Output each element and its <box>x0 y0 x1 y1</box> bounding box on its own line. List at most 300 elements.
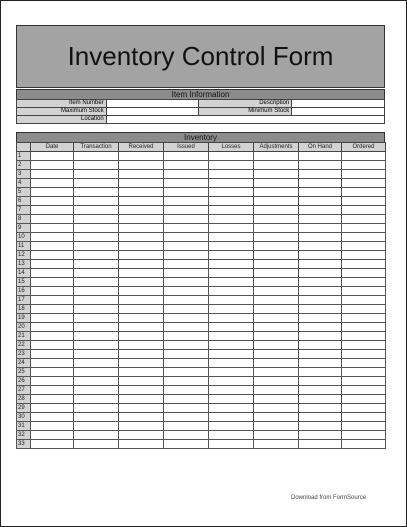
inventory-cell[interactable] <box>342 224 386 233</box>
inventory-cell[interactable] <box>299 278 342 287</box>
inventory-cell[interactable] <box>299 395 342 404</box>
inventory-cell[interactable] <box>254 269 299 278</box>
inventory-cell[interactable] <box>31 386 74 395</box>
inventory-cell[interactable] <box>119 287 164 296</box>
inventory-cell[interactable] <box>31 152 74 161</box>
inventory-cell[interactable] <box>31 242 74 251</box>
location-field[interactable] <box>106 116 384 124</box>
inventory-cell[interactable] <box>254 170 299 179</box>
inventory-cell[interactable] <box>164 332 209 341</box>
inventory-cell[interactable] <box>119 260 164 269</box>
inventory-cell[interactable] <box>74 305 119 314</box>
inventory-cell[interactable] <box>31 431 74 440</box>
location-label: Location <box>17 116 107 124</box>
inventory-cell[interactable] <box>119 233 164 242</box>
inventory-table <box>16 142 386 449</box>
column-header: Received <box>119 143 164 152</box>
inventory-cell[interactable] <box>299 377 342 386</box>
inventory-cell[interactable] <box>209 224 254 233</box>
inventory-cell[interactable] <box>74 188 119 197</box>
inventory-cell[interactable] <box>209 404 254 413</box>
inventory-cell[interactable] <box>119 314 164 323</box>
inventory-column-headers <box>17 143 386 152</box>
inventory-cell[interactable] <box>74 413 119 422</box>
inventory-cell[interactable] <box>299 251 342 260</box>
inventory-cell[interactable] <box>342 278 386 287</box>
inventory-cell[interactable] <box>254 152 299 161</box>
inventory-cell[interactable] <box>342 251 386 260</box>
inventory-cell[interactable] <box>254 260 299 269</box>
inventory-cell[interactable] <box>31 206 74 215</box>
inventory-cell[interactable] <box>209 350 254 359</box>
inventory-row <box>17 242 386 251</box>
inventory-cell[interactable] <box>31 314 74 323</box>
inventory-cell[interactable] <box>74 197 119 206</box>
inventory-cell[interactable] <box>164 269 209 278</box>
inventory-cell[interactable] <box>119 350 164 359</box>
inventory-cell[interactable] <box>254 206 299 215</box>
inventory-cell[interactable] <box>342 440 386 449</box>
inventory-cell[interactable] <box>31 350 74 359</box>
inventory-cell[interactable] <box>299 332 342 341</box>
inventory-cell[interactable] <box>299 341 342 350</box>
inventory-cell[interactable] <box>299 179 342 188</box>
inventory-cell[interactable] <box>342 323 386 332</box>
inventory-cell[interactable] <box>209 395 254 404</box>
inventory-row <box>17 179 386 188</box>
inventory-cell[interactable] <box>74 287 119 296</box>
inventory-cell[interactable] <box>299 305 342 314</box>
inventory-cell[interactable] <box>119 422 164 431</box>
inventory-cell[interactable] <box>31 170 74 179</box>
inventory-cell[interactable] <box>209 188 254 197</box>
inventory-cell[interactable] <box>74 395 119 404</box>
inventory-cell[interactable] <box>209 251 254 260</box>
inventory-cell[interactable] <box>209 377 254 386</box>
inventory-cell[interactable] <box>299 170 342 179</box>
inventory-cell[interactable] <box>31 233 74 242</box>
inventory-cell[interactable] <box>299 287 342 296</box>
row-number: 26 <box>17 377 31 386</box>
inventory-cell[interactable] <box>164 197 209 206</box>
inventory-cell[interactable] <box>209 413 254 422</box>
inventory-cell[interactable] <box>209 422 254 431</box>
inventory-cell[interactable] <box>164 323 209 332</box>
inventory-cell[interactable] <box>254 233 299 242</box>
inventory-cell[interactable] <box>119 332 164 341</box>
inventory-cell[interactable] <box>209 431 254 440</box>
row-number: 1 <box>17 152 31 161</box>
inventory-cell[interactable] <box>119 386 164 395</box>
inventory-cell[interactable] <box>342 368 386 377</box>
inventory-cell[interactable] <box>31 161 74 170</box>
inventory-cell[interactable] <box>119 224 164 233</box>
inventory-cell[interactable] <box>74 341 119 350</box>
inventory-cell[interactable] <box>342 215 386 224</box>
inventory-cell[interactable] <box>342 233 386 242</box>
inventory-cell[interactable] <box>31 215 74 224</box>
inventory-cell[interactable] <box>209 323 254 332</box>
inventory-cell[interactable] <box>119 278 164 287</box>
inventory-cell[interactable] <box>342 377 386 386</box>
inventory-row <box>17 440 386 449</box>
inventory-cell[interactable] <box>164 395 209 404</box>
row-number: 3 <box>17 170 31 179</box>
inventory-cell[interactable] <box>254 305 299 314</box>
inventory-cell[interactable] <box>209 215 254 224</box>
inventory-cell[interactable] <box>299 368 342 377</box>
inventory-cell[interactable] <box>299 224 342 233</box>
inventory-row <box>17 269 386 278</box>
inventory-cell[interactable] <box>74 215 119 224</box>
inventory-cell[interactable] <box>209 332 254 341</box>
inventory-cell[interactable] <box>209 260 254 269</box>
inventory-cell[interactable] <box>299 440 342 449</box>
inventory-cell[interactable] <box>299 296 342 305</box>
inventory-cell[interactable] <box>164 206 209 215</box>
inventory-cell[interactable] <box>31 395 74 404</box>
inventory-cell[interactable] <box>164 278 209 287</box>
inventory-cell[interactable] <box>209 359 254 368</box>
inventory-cell[interactable] <box>31 278 74 287</box>
inventory-cell[interactable] <box>164 377 209 386</box>
inventory-cell[interactable] <box>31 413 74 422</box>
inventory-cell[interactable] <box>209 278 254 287</box>
inventory-cell[interactable] <box>254 413 299 422</box>
inventory-row <box>17 341 386 350</box>
description-field[interactable] <box>292 100 385 108</box>
inventory-cell[interactable] <box>31 440 74 449</box>
inventory-cell[interactable] <box>164 368 209 377</box>
inventory-cell[interactable] <box>164 161 209 170</box>
inventory-cell[interactable] <box>164 215 209 224</box>
inventory-cell[interactable] <box>164 170 209 179</box>
maximum-stock-field[interactable] <box>106 108 199 116</box>
row-number: 15 <box>17 278 31 287</box>
inventory-cell[interactable] <box>74 233 119 242</box>
inventory-cell[interactable] <box>254 404 299 413</box>
inventory-cell[interactable] <box>74 278 119 287</box>
inventory-cell[interactable] <box>209 386 254 395</box>
inventory-cell[interactable] <box>342 350 386 359</box>
inventory-cell[interactable] <box>74 368 119 377</box>
inventory-cell[interactable] <box>74 332 119 341</box>
inventory-cell[interactable] <box>254 422 299 431</box>
inventory-cell[interactable] <box>31 260 74 269</box>
inventory-cell[interactable] <box>342 179 386 188</box>
inventory-cell[interactable] <box>119 377 164 386</box>
inventory-row <box>17 377 386 386</box>
inventory-cell[interactable] <box>164 305 209 314</box>
inventory-cell[interactable] <box>254 350 299 359</box>
inventory-cell[interactable] <box>119 206 164 215</box>
inventory-cell[interactable] <box>31 404 74 413</box>
inventory-cell[interactable] <box>164 152 209 161</box>
inventory-cell[interactable] <box>342 242 386 251</box>
inventory-cell[interactable] <box>31 368 74 377</box>
inventory-cell[interactable] <box>164 431 209 440</box>
inventory-cell[interactable] <box>342 359 386 368</box>
inventory-cell[interactable] <box>299 152 342 161</box>
inventory-cell[interactable] <box>74 404 119 413</box>
inventory-cell[interactable] <box>342 197 386 206</box>
inventory-cell[interactable] <box>254 440 299 449</box>
inventory-cell[interactable] <box>119 251 164 260</box>
row-number: 29 <box>17 404 31 413</box>
inventory-cell[interactable] <box>299 269 342 278</box>
inventory-cell[interactable] <box>119 413 164 422</box>
maximum-stock-label: Maximum Stock <box>17 108 107 116</box>
inventory-cell[interactable] <box>119 395 164 404</box>
inventory-row <box>17 296 386 305</box>
inventory-cell[interactable] <box>254 224 299 233</box>
inventory-cell[interactable] <box>119 404 164 413</box>
inventory-cell[interactable] <box>299 314 342 323</box>
inventory-cell[interactable] <box>74 170 119 179</box>
inventory-cell[interactable] <box>119 242 164 251</box>
inventory-cell[interactable] <box>254 395 299 404</box>
inventory-cell[interactable] <box>342 404 386 413</box>
inventory-cell[interactable] <box>119 179 164 188</box>
inventory-cell[interactable] <box>342 431 386 440</box>
inventory-cell[interactable] <box>342 296 386 305</box>
inventory-cell[interactable] <box>164 359 209 368</box>
inventory-cell[interactable] <box>254 377 299 386</box>
inventory-cell[interactable] <box>254 341 299 350</box>
inventory-cell[interactable] <box>31 323 74 332</box>
inventory-cell[interactable] <box>31 287 74 296</box>
inventory-cell[interactable] <box>299 233 342 242</box>
inventory-cell[interactable] <box>119 440 164 449</box>
inventory-row <box>17 161 386 170</box>
inventory-cell[interactable] <box>74 377 119 386</box>
inventory-cell[interactable] <box>164 341 209 350</box>
inventory-cell[interactable] <box>74 269 119 278</box>
inventory-cell[interactable] <box>254 278 299 287</box>
inventory-cell[interactable] <box>342 422 386 431</box>
row-number: 18 <box>17 305 31 314</box>
inventory-cell[interactable] <box>31 332 74 341</box>
inventory-cell[interactable] <box>31 224 74 233</box>
inventory-cell[interactable] <box>342 305 386 314</box>
inventory-cell[interactable] <box>74 161 119 170</box>
inventory-cell[interactable] <box>119 269 164 278</box>
inventory-cell[interactable] <box>119 359 164 368</box>
inventory-cell[interactable] <box>342 170 386 179</box>
inventory-cell[interactable] <box>209 206 254 215</box>
inventory-cell[interactable] <box>299 422 342 431</box>
minimum-stock-label: Minimum Stock <box>199 108 292 116</box>
inventory-cell[interactable] <box>31 188 74 197</box>
inventory-cell[interactable] <box>74 260 119 269</box>
inventory-cell[interactable] <box>74 350 119 359</box>
inventory-cell[interactable] <box>299 404 342 413</box>
inventory-cell[interactable] <box>31 359 74 368</box>
inventory-cell[interactable] <box>164 386 209 395</box>
inventory-cell[interactable] <box>164 179 209 188</box>
inventory-cell[interactable] <box>164 251 209 260</box>
inventory-cell[interactable] <box>299 188 342 197</box>
inventory-cell[interactable] <box>342 206 386 215</box>
item-information-header: Item Information <box>16 89 385 100</box>
inventory-cell[interactable] <box>119 296 164 305</box>
inventory-cell[interactable] <box>31 197 74 206</box>
inventory-cell[interactable] <box>164 260 209 269</box>
inventory-cell[interactable] <box>31 179 74 188</box>
inventory-cell[interactable] <box>254 296 299 305</box>
inventory-cell[interactable] <box>342 161 386 170</box>
inventory-cell[interactable] <box>31 269 74 278</box>
inventory-cell[interactable] <box>254 242 299 251</box>
inventory-cell[interactable] <box>74 323 119 332</box>
title-banner <box>16 25 385 88</box>
inventory-cell[interactable] <box>209 179 254 188</box>
inventory-cell[interactable] <box>254 368 299 377</box>
inventory-cell[interactable] <box>254 359 299 368</box>
inventory-cell[interactable] <box>164 440 209 449</box>
inventory-cell[interactable] <box>342 287 386 296</box>
inventory-cell[interactable] <box>74 242 119 251</box>
inventory-cell[interactable] <box>74 440 119 449</box>
inventory-cell[interactable] <box>254 332 299 341</box>
inventory-cell[interactable] <box>164 314 209 323</box>
inventory-cell[interactable] <box>299 413 342 422</box>
inventory-cell[interactable] <box>209 197 254 206</box>
inventory-cell[interactable] <box>209 233 254 242</box>
inventory-cell[interactable] <box>74 251 119 260</box>
inventory-cell[interactable] <box>254 314 299 323</box>
inventory-cell[interactable] <box>254 386 299 395</box>
inventory-cell[interactable] <box>299 215 342 224</box>
inventory-cell[interactable] <box>119 170 164 179</box>
inventory-cell[interactable] <box>164 242 209 251</box>
inventory-cell[interactable] <box>254 251 299 260</box>
inventory-cell[interactable] <box>299 359 342 368</box>
inventory-cell[interactable] <box>342 395 386 404</box>
inventory-cell[interactable] <box>164 413 209 422</box>
inventory-cell[interactable] <box>254 323 299 332</box>
inventory-cell[interactable] <box>254 287 299 296</box>
column-header: Ordered <box>342 143 386 152</box>
inventory-cell[interactable] <box>254 197 299 206</box>
inventory-cell[interactable] <box>74 206 119 215</box>
inventory-cell[interactable] <box>209 440 254 449</box>
inventory-cell[interactable] <box>31 422 74 431</box>
row-number: 14 <box>17 269 31 278</box>
inventory-cell[interactable] <box>164 224 209 233</box>
inventory-cell[interactable] <box>254 215 299 224</box>
inventory-row <box>17 413 386 422</box>
inventory-cell[interactable] <box>299 197 342 206</box>
inventory-cell[interactable] <box>254 179 299 188</box>
inventory-cell[interactable] <box>74 422 119 431</box>
inventory-cell[interactable] <box>74 296 119 305</box>
inventory-cell[interactable] <box>209 314 254 323</box>
inventory-cell[interactable] <box>164 350 209 359</box>
inventory-row <box>17 152 386 161</box>
inventory-cell[interactable] <box>119 305 164 314</box>
inventory-cell[interactable] <box>74 224 119 233</box>
inventory-cell[interactable] <box>254 188 299 197</box>
inventory-cell[interactable] <box>164 422 209 431</box>
inventory-cell[interactable] <box>164 404 209 413</box>
inventory-cell[interactable] <box>299 242 342 251</box>
row-number: 6 <box>17 197 31 206</box>
inventory-cell[interactable] <box>299 206 342 215</box>
inventory-cell[interactable] <box>299 260 342 269</box>
inventory-cell[interactable] <box>209 152 254 161</box>
inventory-cell[interactable] <box>254 161 299 170</box>
inventory-cell[interactable] <box>74 314 119 323</box>
inventory-cell[interactable] <box>74 179 119 188</box>
item-number-field[interactable] <box>106 100 199 108</box>
inventory-cell[interactable] <box>164 287 209 296</box>
inventory-cell[interactable] <box>209 305 254 314</box>
inventory-cell[interactable] <box>31 296 74 305</box>
inventory-cell[interactable] <box>31 341 74 350</box>
inventory-cell[interactable] <box>119 431 164 440</box>
inventory-cell[interactable] <box>119 341 164 350</box>
inventory-cell[interactable] <box>299 323 342 332</box>
inventory-cell[interactable] <box>119 188 164 197</box>
inventory-cell[interactable] <box>31 305 74 314</box>
inventory-cell[interactable] <box>342 188 386 197</box>
inventory-cell[interactable] <box>299 386 342 395</box>
inventory-cell[interactable] <box>74 386 119 395</box>
row-number: 8 <box>17 215 31 224</box>
inventory-cell[interactable] <box>342 386 386 395</box>
inventory-cell[interactable] <box>342 152 386 161</box>
inventory-cell[interactable] <box>209 269 254 278</box>
inventory-cell[interactable] <box>164 233 209 242</box>
inventory-cell[interactable] <box>342 260 386 269</box>
inventory-cell[interactable] <box>299 161 342 170</box>
inventory-cell[interactable] <box>342 269 386 278</box>
inventory-cell[interactable] <box>254 431 299 440</box>
inventory-cell[interactable] <box>209 368 254 377</box>
inventory-cell[interactable] <box>74 359 119 368</box>
inventory-cell[interactable] <box>119 161 164 170</box>
inventory-cell[interactable] <box>209 296 254 305</box>
inventory-cell[interactable] <box>209 170 254 179</box>
inventory-cell[interactable] <box>119 215 164 224</box>
inventory-cell[interactable] <box>119 323 164 332</box>
inventory-cell[interactable] <box>299 431 342 440</box>
inventory-cell[interactable] <box>74 152 119 161</box>
inventory-cell[interactable] <box>164 188 209 197</box>
inventory-cell[interactable] <box>209 341 254 350</box>
inventory-cell[interactable] <box>31 251 74 260</box>
inventory-cell[interactable] <box>209 161 254 170</box>
inventory-cell[interactable] <box>342 413 386 422</box>
row-number: 19 <box>17 314 31 323</box>
row-number: 22 <box>17 341 31 350</box>
inventory-cell[interactable] <box>119 152 164 161</box>
minimum-stock-field[interactable] <box>292 108 385 116</box>
inventory-cell[interactable] <box>119 197 164 206</box>
inventory-cell[interactable] <box>299 350 342 359</box>
inventory-cell[interactable] <box>342 332 386 341</box>
inventory-cell[interactable] <box>164 296 209 305</box>
inventory-cell[interactable] <box>342 341 386 350</box>
inventory-cell[interactable] <box>209 287 254 296</box>
row-number: 30 <box>17 413 31 422</box>
inventory-cell[interactable] <box>209 242 254 251</box>
inventory-cell[interactable] <box>119 368 164 377</box>
inventory-cell[interactable] <box>31 377 74 386</box>
inventory-cell[interactable] <box>342 314 386 323</box>
inventory-cell[interactable] <box>74 431 119 440</box>
